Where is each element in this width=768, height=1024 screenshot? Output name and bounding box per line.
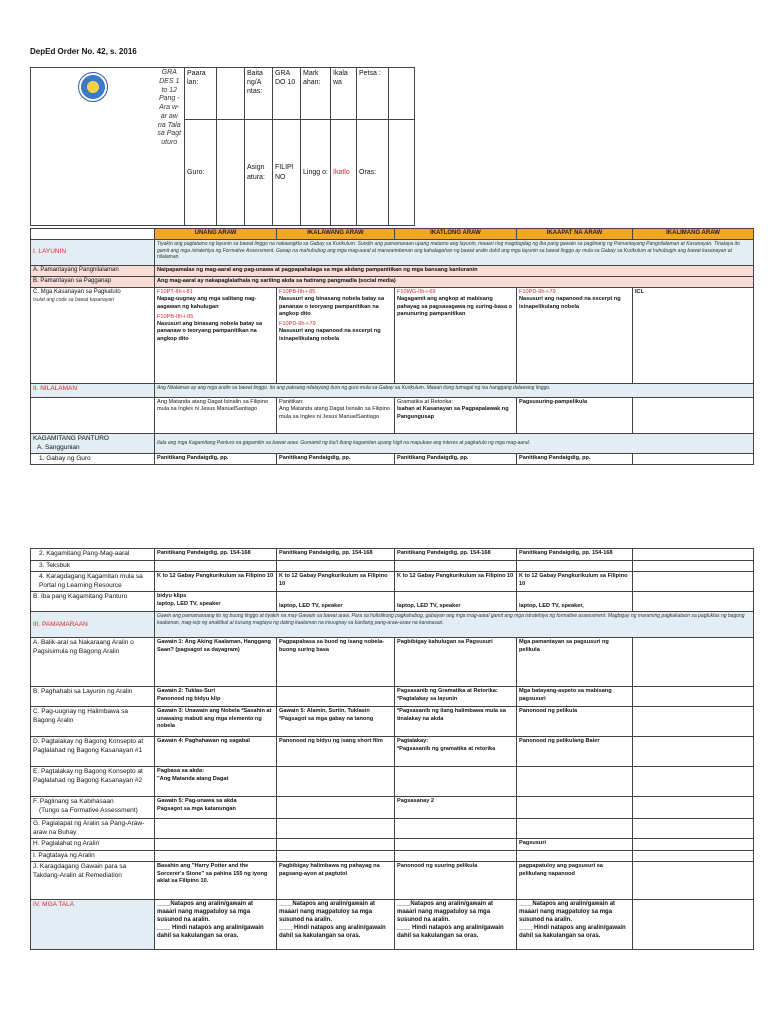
petsa-label: Petsa : — [357, 68, 389, 120]
iba-day1-b: laptop, LED TV, speaker — [157, 600, 221, 607]
kabihasaan-day3: Pagsasanay 2 — [395, 797, 517, 819]
pag-uugnay-day4: Panonood ng pelikula — [517, 707, 633, 737]
text-day1-1: Napag-uugnay ang mga salitang nag-aagawan ng kahulugan — [157, 296, 257, 310]
konsepto1-day1: Gawain 4: Paghahawan ng sagabal — [155, 737, 277, 767]
kagamitan-label — [31, 434, 155, 454]
text-day2-2: Nasusuri ang napanood na excerpt ng isinapelikulang nobela — [279, 328, 381, 342]
guro-value — [217, 120, 245, 226]
paglalapat-label: G. Paglalapat ng Aralin sa Pang-Araw-araw na Buhay — [31, 819, 155, 839]
nilalaman-blank — [31, 398, 155, 434]
gabay-guro-label: 1. Gabay ng Guro — [31, 454, 155, 465]
gabay-guro-day2: Panitikang Pandaigdig, pp. — [277, 454, 395, 465]
kagamitan-desc: Itala ang mga Kagamitang Panturo na gagamitin sa bawat araw. Gumamit ng iba't ibang kagamitan upang higit na mapukaw ang interes at pagkatuto ng mga mag-aaral. — [155, 434, 754, 454]
code-day1-1: F10PT-IIh-i-81 — [157, 289, 193, 295]
mga-tala-day1-line1: ____Natapos ang aralin/gawain at maaari nang magpatuloy sa mga susunod na aralin. — [157, 901, 254, 923]
markahan-label: Mark ahan: — [301, 68, 331, 120]
pag-uugnay-day3: *Pagsasanib ng ilang halimbawa mula sa tinalakay na akda — [395, 707, 517, 737]
linggo-label: Lingg o: — [301, 120, 331, 226]
pamantayan-pagganap-label: B. Pamantayan sa Pagganap — [31, 277, 155, 288]
kasanayan-day5: ICL — [633, 288, 754, 384]
konsepto2-day1-a: Pagbasa sa akda: — [157, 768, 204, 775]
balik-aral-day5 — [633, 638, 754, 687]
nilalaman-label: II. NILALAMAN — [31, 384, 155, 398]
day-header-5: IKALIMANG ARAW — [633, 229, 754, 240]
paglalahat-label: H. Paglalahat ng Aralin — [31, 839, 155, 850]
pamantayang-pangnilalaman-label: A. Pamantayang Pangnilalaman — [31, 266, 155, 277]
kabihasaan-day1-a: Gawain 5: Pag-unawa sa akda — [157, 798, 237, 805]
konsepto1-day3-a: Pagtalakay: — [397, 738, 429, 745]
oras-label: Oras: — [357, 120, 389, 226]
paghahabi-day1-a: Gawain 2: Tuklas-Suri — [157, 688, 216, 695]
petsa-value — [389, 68, 415, 120]
iba-kagamitan-day3: laptop, LED TV, speaker — [395, 592, 517, 612]
pamantayang-pangnilalaman-value: Naipapamalas ng mag-aaral ang pag-unawa at pagpapahalaga sa mga akdang pampanitikan ng mga bansang kanluranin — [155, 266, 754, 277]
code-day2-2: F10PD-IIh-i-79 — [279, 321, 316, 328]
konsepto2-day1 — [155, 767, 277, 797]
day-header-2: IKALAWANG ARAW — [277, 229, 395, 240]
pag-uugnay-day1: Gawain 3: Unawain ang Nobela *Sasahin at unawaing mabuti ang mga elemento ng nobela — [155, 707, 277, 737]
kasanayan-day3 — [395, 288, 517, 384]
mga-tala-day1 — [155, 900, 277, 950]
gabay-guro-day1: Panitikang Pandaigdig, pp. — [155, 454, 277, 465]
pang-mag-aaral-day1: Panitikang Pandaigdig, pp. 154-168 — [155, 549, 277, 561]
teksbuk-label: 3. Teksbuk — [31, 561, 155, 572]
kabihasaan-day1-b: Pagsagot sa mga katanungan — [157, 805, 236, 812]
balik-aral-day4: Mga pamantayan sa pagsusuri ng pelikula — [517, 638, 633, 687]
paghahabi-day1-b: Panonood ng bidyu klip — [157, 695, 221, 702]
mga-tala-label: IV. MGA TALA — [31, 900, 155, 950]
day-header-3: IKATLONG ARAW — [395, 229, 517, 240]
mga-tala-day5 — [633, 900, 754, 950]
kasanayan-day1 — [155, 288, 277, 384]
paghahabi-day2 — [277, 687, 395, 707]
kabihasaan-sub: (Tungo sa Formative Assessment) — [39, 806, 138, 814]
pang-mag-aaral-day2: Panitikang Pandaigdig, pp. 154-168 — [277, 549, 395, 561]
kasanayan-title: C. Mga Kasanayan sa Pagkatuto — [33, 289, 121, 295]
code-day1-2: F10PB-IIh-i-85 — [157, 313, 194, 320]
konsepto1-day5 — [633, 737, 754, 767]
text-day2-1: Nasusuri ang binasang nobela batay sa pananaw o teoryang pampanitikan na angkop dito — [279, 296, 385, 317]
iba-kagamitan-label: B. Iba pang Kagamitang Panturo — [31, 592, 155, 612]
text-day1-2: Nasusuri ang binasang nobela batay sa pananaw o teoryang pampanitikan na angkop dito — [157, 321, 263, 342]
kasanayan-day2 — [277, 288, 395, 384]
layunin-desc: Tiyakin ang pagtatamo ng layunin sa bawat linggo na nakaangkla sa Gabay sa Kurikulum. Sundin ang pamamaraan upang matamo ang layunin, maaari ring magdagdag ng iba pang gawain sa paglinang ng Pamantayang Pangnilalaman at Kasanayan. Tinataya ito gamit ang mga istratehiya ng Formative Assessment. Ganap na mahuhubog ang mga mag-aaral at mararamdaman ang kahalagahan ng bawat aralin dahil ang mga layunin sa bawat linggo ay mula sa Gabay sa Kurikulum at huhubugin ang bawat kasanayan at nilalaman. — [155, 240, 754, 266]
lr-portal-day1: K to 12 Gabay Pangkurikulum sa Filipino 10 — [155, 572, 277, 592]
iba-kagamitan-day5 — [633, 592, 754, 612]
mga-tala-day3-line1: ____Natapos ang aralin/gawain at maaari nang magpatuloy sa mga susunod na aralin. — [397, 901, 494, 923]
nilalaman-day3 — [395, 398, 517, 434]
day-header-blank — [31, 229, 155, 240]
text-day3: Nagagamit ang angkop at mabisang pahayag sa pagsasagawa ng suring-basa o panunuring pampanitikan — [397, 296, 513, 317]
balik-aral-label: A. Balik-aral sa Nakaraang Aralin o Pagsisimula ng Bagong Aralin — [31, 638, 155, 687]
paghahabi-day1 — [155, 687, 277, 707]
logo-cell — [31, 68, 155, 226]
day-header-1: UNANG ARAW — [155, 229, 277, 240]
kabihasaan-title: F. Paglinang sa Kabihasaan — [33, 798, 114, 806]
header-blank-2 — [415, 120, 754, 226]
konsepto1-label: D. Pagtalakay ng Bagong Konsepto at Paglalahad ng Bagong Kasanayan #1 — [31, 737, 155, 767]
iba-kagamitan-day4: laptop, LED TV, speaker, — [517, 592, 633, 612]
pag-uugnay-label: C. Pag-uugnay ng Halimbawa sa Bagong Aralin — [31, 707, 155, 737]
lesson-plan-body1 — [30, 228, 754, 465]
header-blank — [415, 68, 754, 120]
code-day3: F10WG-IIh-i-69 — [397, 289, 436, 295]
mga-tala-day3 — [395, 900, 517, 950]
kabihasaan-label — [31, 797, 155, 819]
mga-tala-day4-line1: ____Natapos ang aralin/gawain at maaari nang magpatuloy sa mga susunod na aralin. — [519, 901, 616, 923]
oras-value — [389, 120, 415, 226]
linggo-value: Ikatlo — [331, 120, 357, 226]
takdang-aralin-day3: Panonood ng suuring pelikula — [395, 862, 517, 900]
paghahabi-day3-b: *Pagtalakay sa layunin — [397, 695, 458, 702]
kagamitan-title: KAGAMITANG PANTURO — [33, 435, 109, 443]
mga-tala-day2 — [277, 900, 395, 950]
paghahabi-day3-a: Pagsasanib ng Gramatika at Retorika: — [397, 688, 498, 695]
lr-portal-day4: K to 12 Gabay Pangkurikulum sa Filipino 10 — [517, 572, 633, 592]
pagtataya-label: I. Pagtataya ng Aralin — [31, 850, 155, 861]
konsepto1-day4: Panonood ng pelikulang Baler — [517, 737, 633, 767]
nilalaman-desc: Ang Nilalaman ay ang mga aralin sa bawat linggo. Ito ang paksang nilalayong ituro ng guro mula sa Gabay sa Kurikulum. Maaari itong tumagal ng isa hanggang dalawang linggo. — [155, 384, 754, 398]
sanggunian-label: A. Sanggunian — [37, 443, 80, 451]
lesson-plan-page2 — [30, 548, 754, 950]
nilalaman-day2-a: Panitikan: — [279, 399, 304, 405]
pang-mag-aaral-day5 — [633, 549, 754, 561]
iba-day1-a: bidyu klips — [157, 593, 187, 600]
pang-mag-aaral-label: 2. Kagamitang Pang-Mag-aaral — [31, 549, 155, 561]
mga-tala-day1-line2: ____ Hindi natapos ang aralin/gawain dahil sa kakulangan sa oras. — [157, 924, 264, 939]
nilalaman-day3-a: Gramatika at Retorika: — [397, 399, 453, 405]
gabay-guro-day3: Panitikang Pandaigdig, pp. — [395, 454, 517, 465]
paghahabi-day5 — [633, 687, 754, 707]
guro-label: Guro: — [185, 120, 217, 226]
paghahabi-label: B. Paghahabi sa Layunin ng Aralin — [31, 687, 155, 707]
lr-portal-day5 — [633, 572, 754, 592]
pamamaraan-label: III. PAMAMARAAN — [31, 612, 155, 638]
pamantayan-pagganap-value: Ang mag-aaral ay nakapaglalathala ng sariling akda sa hatirang pangmadla (social media) — [155, 277, 754, 288]
nilalaman-day5 — [633, 398, 754, 434]
kasanayan-sub: Isulat ang code sa bawat kasanayan — [33, 296, 114, 303]
deped-seal-icon — [78, 72, 108, 102]
paghahabi-day4: Mga batayang-aspeto sa mabisang pagsusuri — [517, 687, 633, 707]
gabay-guro-day5 — [633, 454, 754, 465]
doc-title: DepEd Order No. 42, s. 2016 — [30, 47, 137, 56]
kabihasaan-day1 — [155, 797, 277, 819]
grade-desc: GRA DES 1 to 12 Pang -Ara w-ar aw na Tala sa Pagt uturo — [155, 68, 185, 226]
baitang-label: Baita ng/A ntas: — [245, 68, 273, 120]
day-header-4: IKAAPAT NA ARAW — [517, 229, 633, 240]
konsepto1-day3 — [395, 737, 517, 767]
lr-portal-day2: K to 12 Gabay Pangkurikulum sa Filipino 10 — [277, 572, 395, 592]
balik-aral-day2: Pagpapabasa sa buod ng isang nobela- buong suring basa — [277, 638, 395, 687]
paaralan-value — [217, 68, 245, 120]
markahan-value: Ikala wa — [331, 68, 357, 120]
pang-mag-aaral-day4: Panitikang Pandaigdig, pp. 154-168 — [517, 549, 633, 561]
pag-uugnay-day5 — [633, 707, 754, 737]
asignatura-value: FILIPI NO — [273, 120, 301, 226]
mga-tala-day2-line2: ____ Hindi natapos ang aralin/gawain dahil sa kakulangan sa oras. — [279, 924, 386, 939]
takdang-aralin-day5 — [633, 862, 754, 900]
balik-aral-day1: Gawain 1: Ang Aking Kaalaman, Hanggang Saan? (pagsagot sa dayagram) — [155, 638, 277, 687]
takdang-aralin-day2: Pagbibigay halimbawa ng pahayag na pagsang-ayon at pagtutol — [277, 862, 395, 900]
balik-aral-day3: Pagbibigay kahulugan sa Pagsusuri — [395, 638, 517, 687]
nilalaman-day1: Ang Matanda atang Dagat Isinalin sa Filipino mula sa Ingles ni Jesus ManuelSantiago — [155, 398, 277, 434]
lr-portal-label: 4. Karagdagang Kagamitan mula sa Portal ng Learning Resource — [31, 572, 155, 592]
mga-tala-day2-line1: ____Natapos ang aralin/gawain at maaari nang magpatuloy sa mga susunod na aralin. — [279, 901, 376, 923]
takdang-aralin-day4: pagpapatuloy ang pagsusuri sa pelikulang napanood — [517, 862, 633, 900]
text-day4: Nasusuri ang napanood na excerpt ng isinapelikulang nobela — [519, 296, 621, 310]
nilalaman-day2-b: Ang Matanda atang Dagat Isinalin sa Filipino mula sa Ingles ni Jesus ManuelSantiago — [279, 406, 391, 420]
nilalaman-day2 — [277, 398, 395, 434]
pang-mag-aaral-day3: Panitikang Pandaigdig, pp. 154-168 — [395, 549, 517, 561]
konsepto1-day3-b: *Pagsasanib ng gramatika at retorika — [397, 745, 496, 752]
paaralan-label: Paara lan: — [185, 68, 217, 120]
pamamaraan-desc: Gawin ang pamamaraang ito ng buong linggo at tiyakin na may Gawain sa bawat araw. Para sa holistikong pagkahubog, gabayan ang mga mag-aaral gamit ang mga istratehiya ng formative assessment. Magbigay ng maraming pagkakataon sa pagtuklas ng bagong kaalaman, mag-isip ng analitikal at kusang magtaya ng dating kaalaman na iniuugnay sa kanilang pang-araw-araw na karanasan. — [155, 612, 754, 638]
mga-tala-day4-line2: ____ Hindi natapos ang aralin/gawain dahil sa kakulangan sa oras. — [519, 924, 626, 939]
baitang-value: GRA DO 10 — [273, 68, 301, 120]
paghahabi-day3 — [395, 687, 517, 707]
lesson-plan-page1 — [30, 67, 754, 226]
konsepto1-day2: Panonood ng bidyu ng isang short film — [277, 737, 395, 767]
nilalaman-day4: Pagsusuring-pampelikula — [517, 398, 633, 434]
paglalahat-day4: Pagsusuri — [517, 839, 633, 850]
takdang-aralin-label: J. Karagdagang Gawain para sa Takdang-Aralin at Remediation — [31, 862, 155, 900]
konsepto2-day1-b: "Ang Matanda atang Dagat — [157, 775, 229, 782]
asignatura-label: Asign atura: — [245, 120, 273, 226]
nilalaman-day3-b: Isahan at Kasanayan sa Pagpapalawak ng Pangungusap — [397, 406, 509, 420]
gabay-guro-day4: Panitikang Pandaigdig, pp. — [517, 454, 633, 465]
iba-kagamitan-day1 — [155, 592, 277, 612]
mga-tala-day3-line2: ____ Hindi natapos ang aralin/gawain dahil sa kakulangan sa oras. — [397, 924, 504, 939]
mga-tala-day4 — [517, 900, 633, 950]
pag-uugnay-day2: Gawain 5: Alamin, Suriin, Tuklasin *Pagsagot sa mga gabay na tanong — [277, 707, 395, 737]
kasanayan-label — [31, 288, 155, 384]
kasanayan-day4 — [517, 288, 633, 384]
lr-portal-day3: K to 12 Gabay Pangkurikulum sa Filipino 10 — [395, 572, 517, 592]
code-day2-1: F10PB-IIh-i-85 — [279, 289, 316, 295]
code-day4: F10PD-IIh-i-79 — [519, 289, 556, 295]
takdang-aralin-day1: Basahin ang "Harry Potter and the Sorcerer's Stone" sa pahina 155 ng iyong aklat sa Filipino 10. — [155, 862, 277, 900]
iba-kagamitan-day2: laptop, LED TV, speaker — [277, 592, 395, 612]
layunin-label: I. LAYUNIN — [31, 240, 155, 266]
konsepto2-label: E. Pagtalakay ng Bagong Konsepto at Paglalahad ng Bagong Kasanayan #2 — [31, 767, 155, 797]
